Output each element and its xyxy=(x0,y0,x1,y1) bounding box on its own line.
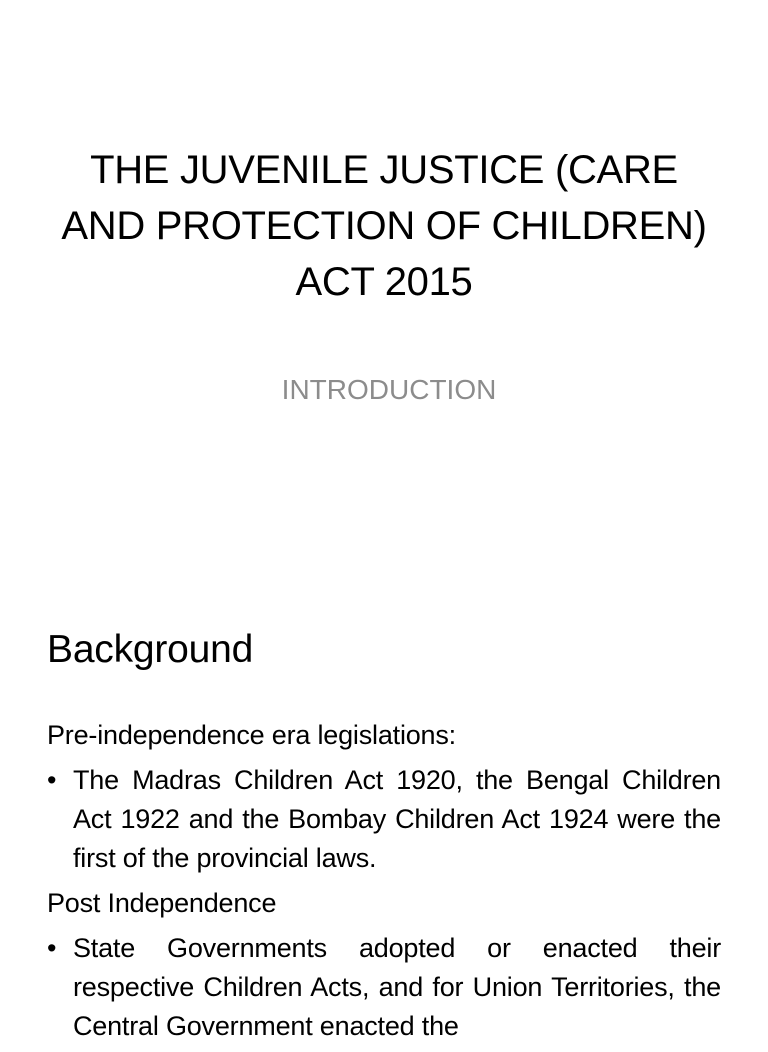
bullet-item-provincial-laws: • The Madras Children Act 1920, the Bengal Children Act 1922 and the Bombay Children Act 1924 were the first of the provincial laws. xyxy=(47,761,721,878)
content-slide xyxy=(0,576,768,1041)
bullet-item-state-acts: • State Governments adopted or enacted their respective Children Acts, and for Union Territories, the Central Government enacted the xyxy=(47,929,721,1046)
slide-body xyxy=(47,716,721,1052)
section-label-pre-independence: Pre-independence era legislations: xyxy=(47,720,456,750)
slide-title-line-2: AND PROTECTION OF CHILDREN) xyxy=(61,204,707,248)
slide-title xyxy=(40,142,728,310)
slide-heading: Background xyxy=(47,628,254,671)
slide-title-line-1: THE JUVENILE JUSTICE (CARE xyxy=(90,148,678,192)
slide-title-line-3: ACT 2015 xyxy=(295,260,473,304)
slide-subtitle: INTRODUCTION xyxy=(281,374,497,405)
section-label-post-independence: Post Independence xyxy=(47,888,277,918)
